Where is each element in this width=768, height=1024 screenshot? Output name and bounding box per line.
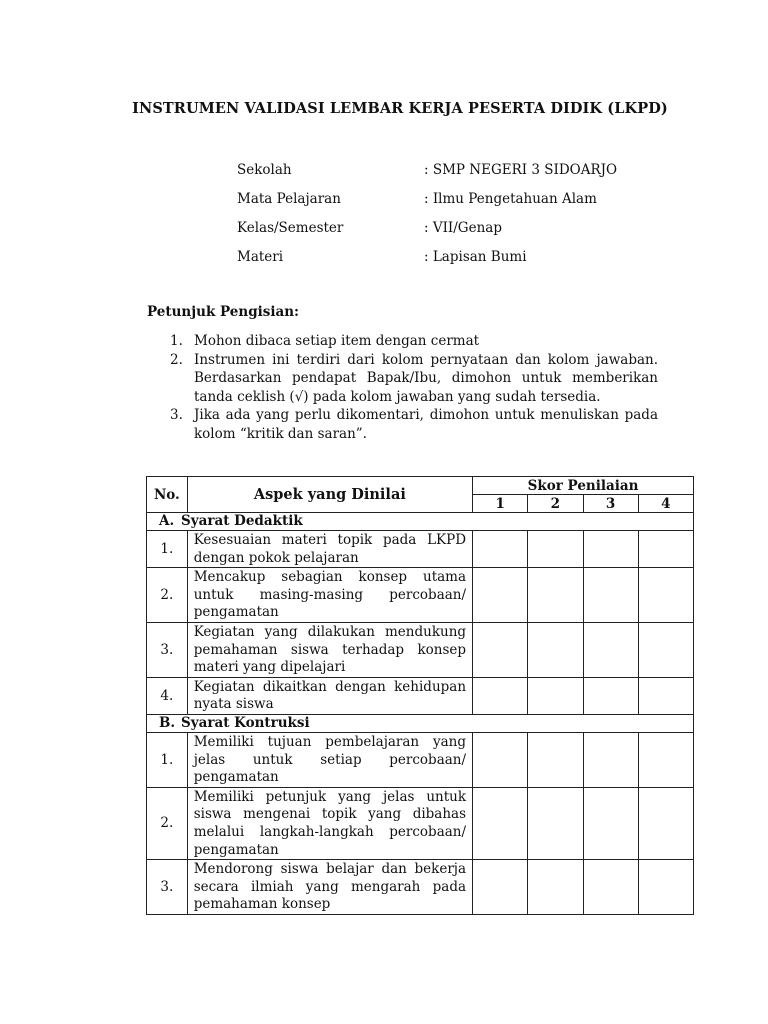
document-title: INSTRUMEN VALIDASI LEMBAR KERJA PESERTA DIDIK (LKPD) <box>132 100 668 117</box>
section-row-a <box>147 513 694 531</box>
score-cell[interactable] <box>583 732 638 787</box>
table-row <box>147 860 694 915</box>
score-cell[interactable] <box>473 732 528 787</box>
score-cell[interactable] <box>638 860 693 915</box>
row-number: 3. <box>147 622 188 677</box>
instruction-text: Jika ada yang perlu dikomentari, dimohon untuk menuliskan pada kolom “kritik dan saran”. <box>194 407 658 442</box>
table-header-row <box>147 477 694 495</box>
score-cell[interactable] <box>473 531 528 568</box>
instruction-item <box>170 332 658 351</box>
section-label: Syarat Dedaktik <box>181 513 303 529</box>
row-number: 2. <box>147 787 188 859</box>
instruction-number: 3. <box>170 407 183 423</box>
assessment-table <box>146 476 694 915</box>
score-cell[interactable] <box>528 568 583 623</box>
score-cell[interactable] <box>638 568 693 623</box>
header-score-2: 2 <box>528 495 583 513</box>
header-skor: Skor Penilaian <box>473 477 694 495</box>
table-row <box>147 568 694 623</box>
table-row <box>147 677 694 714</box>
score-cell[interactable] <box>638 732 693 787</box>
row-aspect: Kegiatan yang dilakukan mendukung pemahaman siswa terhadap konsep materi yang dipelajari <box>187 622 472 677</box>
instructions-heading: Petunjuk Pengisian: <box>147 304 300 320</box>
instruction-item <box>170 351 658 407</box>
header-score-1: 1 <box>473 495 528 513</box>
info-value: : SMP NEGERI 3 SIDOARJO <box>424 162 618 178</box>
score-cell[interactable] <box>528 732 583 787</box>
info-label: Kelas/Semester <box>237 220 344 236</box>
row-number: 2. <box>147 568 188 623</box>
header-score-4: 4 <box>638 495 693 513</box>
score-cell[interactable] <box>528 787 583 859</box>
info-label: Materi <box>237 249 284 265</box>
score-cell[interactable] <box>473 622 528 677</box>
score-cell[interactable] <box>473 787 528 859</box>
section-tag: A. <box>159 513 175 529</box>
section-tag: B. <box>159 714 176 731</box>
header-score-3: 3 <box>583 495 638 513</box>
instruction-text: Instrumen ini terdiri dari kolom pernyataan dan kolom jawaban. Berdasarkan pendapat Bapak/Ibu, dimohon untuk memberikan tanda ceklish (√) pada kolom jawaban yang sudah tersedia. <box>194 351 658 405</box>
row-aspect: Mencakup sebagian konsep utama untuk masing-masing percobaan/ pengamatan <box>187 568 472 623</box>
table-row <box>147 787 694 859</box>
identity-block <box>237 158 617 274</box>
row-number: 3. <box>147 860 188 915</box>
info-value: : Ilmu Pengetahuan Alam <box>424 191 597 207</box>
score-cell[interactable] <box>528 622 583 677</box>
table-row <box>147 531 694 568</box>
instruction-text: Mohon dibaca setiap item dengan cermat <box>194 333 480 349</box>
score-cell[interactable] <box>638 677 693 714</box>
score-cell[interactable] <box>583 677 638 714</box>
score-cell[interactable] <box>638 787 693 859</box>
header-no: No. <box>147 477 188 513</box>
score-cell[interactable] <box>583 531 638 568</box>
info-row-materi <box>237 245 617 274</box>
section-row-b <box>147 714 694 732</box>
score-cell[interactable] <box>473 568 528 623</box>
row-number: 1. <box>147 732 188 787</box>
row-aspect: Kegiatan dikaitkan dengan kehidupan nyata siswa <box>187 677 472 714</box>
score-cell[interactable] <box>583 787 638 859</box>
score-cell[interactable] <box>583 860 638 915</box>
row-number: 4. <box>147 677 188 714</box>
score-cell[interactable] <box>473 860 528 915</box>
info-row-kelas-semester <box>237 216 617 245</box>
instructions-list <box>170 332 658 443</box>
score-cell[interactable] <box>638 622 693 677</box>
score-cell[interactable] <box>583 568 638 623</box>
row-aspect: Memiliki petunjuk yang jelas untuk siswa mengenai topik yang dibahas melalui langkah-langkah percobaan/ pengamatan <box>187 787 472 859</box>
info-label: Mata Pelajaran <box>237 191 341 207</box>
score-cell[interactable] <box>528 860 583 915</box>
table-row <box>147 622 694 677</box>
row-aspect: Memiliki tujuan pembelajaran yang jelas untuk setiap percobaan/ pengamatan <box>187 732 472 787</box>
score-cell[interactable] <box>528 677 583 714</box>
row-aspect: Kesesuaian materi topik pada LKPD dengan pokok pelajaran <box>187 531 472 568</box>
instruction-number: 1. <box>170 333 183 349</box>
header-aspek: Aspek yang Dinilai <box>187 477 472 513</box>
section-title <box>147 513 694 531</box>
score-cell[interactable] <box>638 531 693 568</box>
instruction-number: 2. <box>170 351 183 368</box>
section-title <box>147 714 694 732</box>
instruction-item <box>170 406 658 443</box>
table-row <box>147 732 694 787</box>
score-cell[interactable] <box>473 677 528 714</box>
section-label: Syarat Kontruksi <box>181 714 310 731</box>
info-value: : VII/Genap <box>424 220 502 236</box>
info-row-sekolah <box>237 158 617 187</box>
score-cell[interactable] <box>583 622 638 677</box>
info-row-mata-pelajaran <box>237 187 617 216</box>
info-value: : Lapisan Bumi <box>424 249 527 265</box>
score-cell[interactable] <box>528 531 583 568</box>
row-number: 1. <box>147 531 188 568</box>
row-aspect: Mendorong siswa belajar dan bekerja secara ilmiah yang mengarah pada pemahaman konsep <box>187 860 472 915</box>
info-label: Sekolah <box>237 162 292 178</box>
